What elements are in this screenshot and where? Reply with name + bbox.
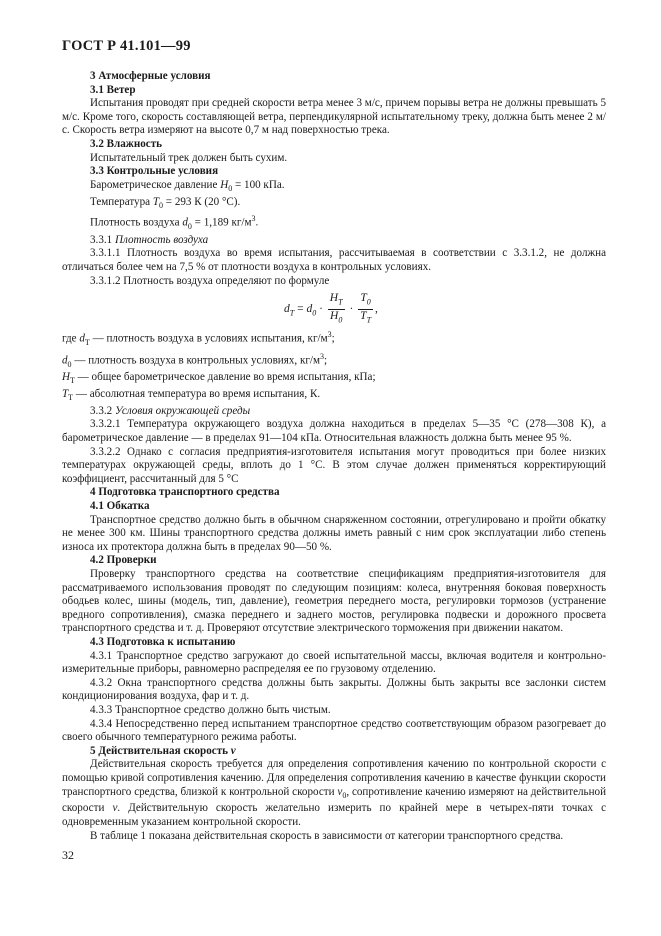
section-5-table-ref: В таблице 1 показана действительная скорость в зависимости от категории транспортного средства.	[90, 829, 564, 842]
reference-temperature: Температура $T_0 = 293$ К (20 °С).	[90, 195, 241, 210]
section-4-title: 4 Подготовка транспортного средства	[90, 486, 280, 499]
legend-pressure-test: $H_T$ — общее барометрическое давление во время испытания, кПа;	[62, 371, 376, 386]
section-3-1-text: Испытания проводят при средней скорости ветра менее 3 м/с, причем порывы ветра не должны превышать 5 м/с. Кроме того, скорость составляющей ветра, перпендикулярной испытательному треку, должна быть менее 2 м/с. Скорость ветра измеряют на высоте 0,7 м над поверхностью трека.	[62, 97, 606, 137]
temperature-ratio: $\frac{T_0}{T_T}$	[360, 292, 372, 325]
section-3-3-1-1-text: 3.3.1.1 Плотность воздуха во время испытания, рассчитываемая в соответствии с 3.3.1.2, не должна отличаться более чем на 7,5 % от плотности воздуха в контрольных условиях.	[62, 247, 606, 274]
section-3-3-title: 3.3 Контрольные условия	[90, 165, 219, 178]
section-4-2-title: 4.2 Проверки	[90, 554, 157, 567]
section-5-title: 5 Действительная скорость v	[90, 744, 236, 757]
reference-pressure: Барометрическое давление $H_0 = 100$ кПа.	[90, 178, 285, 193]
section-4-3-title: 4.3 Подготовка к испытанию	[90, 635, 236, 648]
legend-density-reference: $d_0$ — плотность воздуха в контрольных условиях, $кг/м^3$;	[62, 351, 328, 369]
section-3-title: 3 Атмосферные условия	[90, 70, 211, 82]
section-4-3-1-text: 4.3.1 Транспортное средство загружают до своей испытательной массы, включая водителя и контрольно-измерительные приборы, равномерно распределяя ее по грузовому отделению.	[62, 649, 606, 676]
section-4-3-3-text: 4.3.3 Транспортное средство должно быть чистым.	[90, 703, 331, 716]
section-3-2-text: Испытательный трек должен быть сухим.	[90, 151, 288, 164]
section-4-3-4-text: 4.3.4 Непосредственно перед испытанием транспортное средство соответствующим образом разогревает до своего обычного температурного режима работы.	[62, 717, 606, 744]
legend-density-test: где $d_T$ — плотность воздуха в условиях испытания, $кг/м^3$;	[62, 330, 335, 348]
section-4-1-text: Транспортное средство должно быть в обычном снаряженном состоянии, отрегулировано и пройти обкатку не менее 300 км. Шины транспортного средства должны иметь равный с ним срок эксплуатации либо степень износа их протектора должна быть в пределах 90—50 %.	[62, 513, 606, 553]
section-3-3-1-2-text: 3.3.1.2 Плотность воздуха определяют по формуле	[90, 274, 330, 287]
legend-temperature-test: $T_T$ — абсолютная температура во время испытания, К.	[62, 388, 321, 403]
page-number: 32	[62, 848, 74, 862]
section-3-2-title: 3.2 Влажность	[90, 137, 163, 150]
section-3-3-1-title: 3.3.1 Плотность воздуха	[90, 233, 209, 246]
section-4-1-title: 4.1 Обкатка	[90, 500, 150, 513]
section-3-3-2-1-text: 3.3.2.1 Температура окружающего воздуха должна находиться в пределах 5—35 °С (278—308 К), а барометрическое давление — в пределах 91—104 кПа. Относительная влажность должна быть менее 95 %.	[62, 418, 606, 445]
density-formula: $d_T = d_0$ · $\frac{H_T}{H_0}$ · $\frac{T_0}{T_T}$ ,	[62, 288, 606, 328]
page-content	[62, 70, 606, 843]
reference-density: Плотность воздуха $d_0 = 1,189$ $кг/м^3$.	[90, 214, 259, 232]
section-3-3-2-title: 3.3.2 Условия окружающей среды	[90, 404, 251, 417]
section-4-3-2-text: 4.3.2 Окна транспортного средства должны быть закрыты. Должны быть закрыты все заслонки систем кондиционирования воздуха, фар и т. д.	[62, 676, 606, 703]
pressure-ratio: $\frac{H_T}{H_0}$	[329, 292, 343, 325]
section-5-text: Действительная скорость требуется для определения сопротивления качению по контрольной скорости с помощью кривой сопротивления качению. Для определения сопротивления качению в качестве функции скорости транспортного средства, близкой к контрольной скорости $v_0$, сопротивление качению измеряют на действительной скорости v. Действительную скорость желательно измерить по крайней мере в четырех-пяти точках с одновременным указанием контрольной скорости.	[62, 758, 607, 828]
section-3-1-title: 3.1 Ветер	[90, 83, 136, 96]
section-3-3-2-2-text: 3.3.2.2 Однако с согласия предприятия-изготовителя испытания могут проводиться при более низких температурах окружающей среды, вплоть до 1 °С. В этом случае должен применяться корректирующий коэффициент, рассчитанный для 5 °С	[62, 445, 606, 485]
section-4-2-text: Проверку транспортного средства на соответствие спецификациям предприятия-изготовителя для рассматриваемого использования проводят по следующим позициям: колеса, внутренняя боковая поверхность ободьев колес, шины (модель, тип, давление), геометрия переднего моста, регулировки тормозов (устранение вредного сопротивления), смазка переднего и заднего мостов, регулировка подвески и дорожного просвета транспортного средства и т. д. Проверяют отсутствие электрического торможения при движении накатом.	[62, 568, 606, 635]
document-header: ГОСТ Р 41.101—99	[62, 38, 191, 54]
